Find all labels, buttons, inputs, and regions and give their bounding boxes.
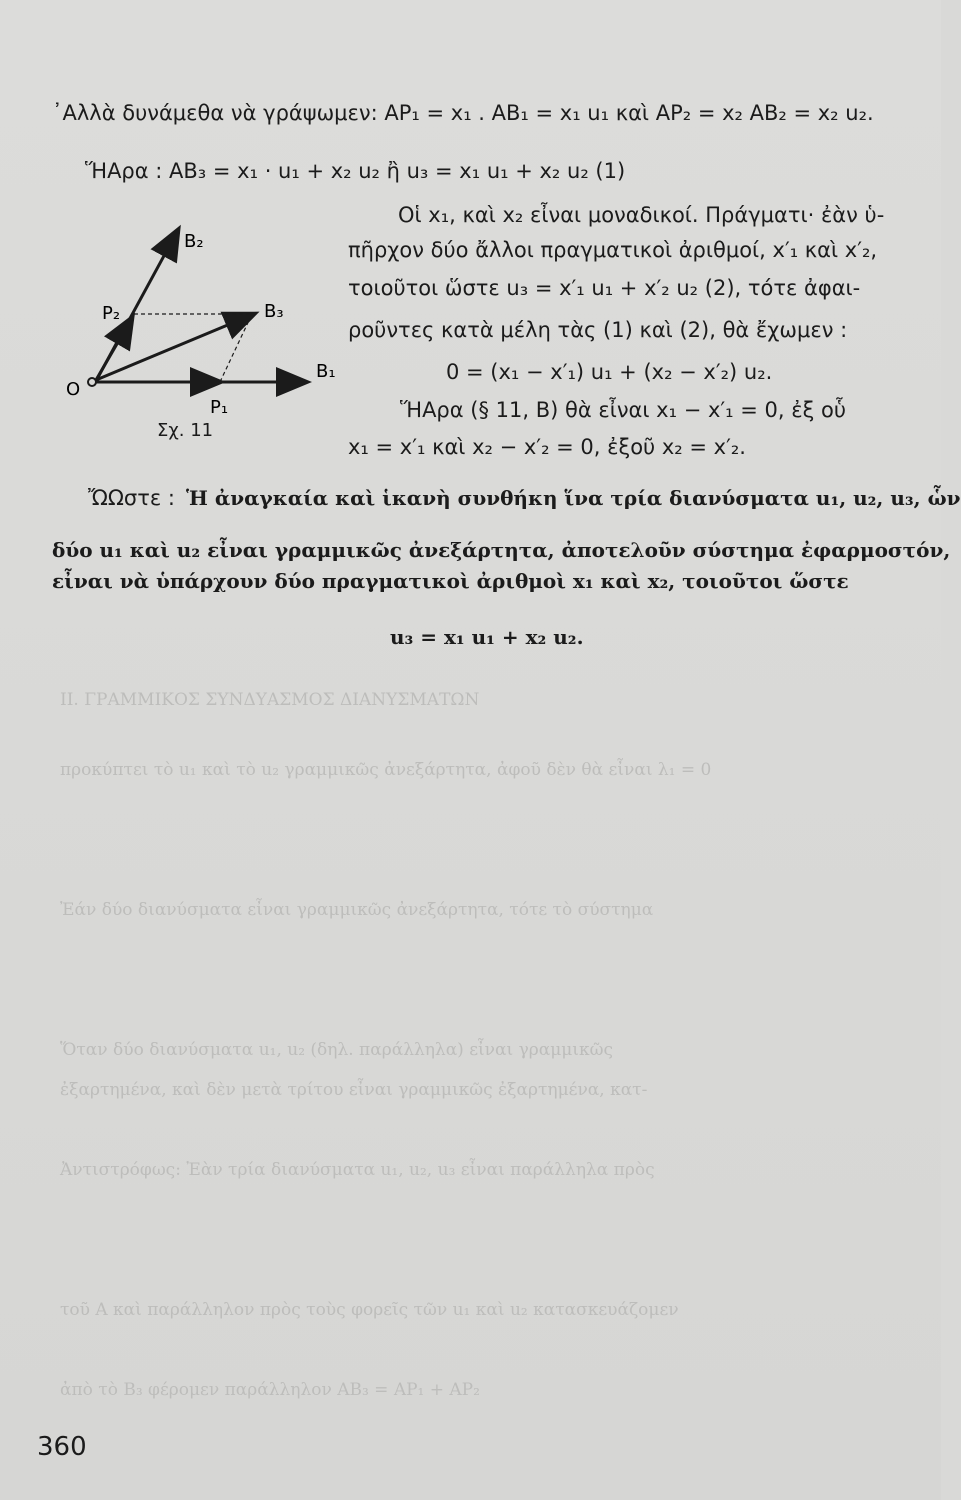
theorem-line-1: Ἡ ἀναγκαία καὶ ἱκανὴ συνθήκη ἵνα τρία διανύσματα u₁, u₂, u₃, ὧν — [186, 486, 961, 510]
page-number: 360 — [37, 1432, 87, 1462]
label-b2: B₂ — [184, 231, 204, 252]
theorem-line-3: εἶναι νὰ ὑπάρχουν δύο πραγματικοὶ ἀριθμοὶ x₁ καὶ x₂, τοιοῦτοι ὥστε — [52, 569, 849, 593]
text-line-7: 0 = (x₁ − x′₁) u₁ + (x₂ − x′₂) u₂. — [446, 360, 773, 384]
label-o: O — [66, 379, 81, 400]
figure-caption: Σχ. 11 — [157, 420, 214, 441]
label-b1: B₁ — [316, 361, 336, 382]
dashed-p1-b3 — [220, 314, 252, 382]
text-line-2: ἭΑρα : AB₃ = x₁ · u₁ + x₂ u₂ ἢ u₃ = x₁ u₁ + x₂ u₂ (1) — [85, 159, 626, 183]
text-line-1: ᾿Αλλὰ δυνάμεθα νὰ γράψωμεν: AP₁ = x₁ . AB₁ = x₁ u₁ καὶ AP₂ = x₂ AB₂ = x₂ u₂. — [52, 101, 874, 125]
vector-op2 — [96, 318, 132, 380]
text-line-6: ροῦντες κατὰ μέλη τὰς (1) καὶ (2), θὰ ἔχωμεν : — [348, 318, 848, 342]
book-page: ΙΙ. ΓΡΑΜΜΙΚΟΣ ΣΥΝΔΥΑΣΜΟΣ ΔΙΑΝΥΣΜΑΤΩΝ προκύπτει τὸ u₁ καὶ τὸ u₂ γραμμικῶς ἀνεξάρτητα, ἀφοῦ δὲν θὰ εἶναι λ₁ = 0 Ἐάν δύο διανύσματα εἶναι γραμμικῶς ἀνεξάρτητα, τότε τὸ σύστημα Ὅταν δύο διανύσματα u₁, u₂ (δηλ. παράλληλα) εἶναι γραμμικῶς ἐξαρτημένα, καὶ δὲν μετὰ τρίτου εἶναι γραμμικῶς ἐξαρτημένα, κατ- Ἀντιστρόφως: Ἐὰν τρία διανύσματα u₁, u₂, u₃ εἶναι παράλληλα πρὸς τοῦ Α καὶ παράλληλον πρὸς τοὺς φορεῖς τῶν u₁ καὶ u₂ κατασκευάζομεν ἀπὸ τὸ Β₃ φέρομεν παράλληλον ΑΒ₃ = ΑΡ₁ + ΑΡ₂ ᾿Αλλὰ δυνάμεθα νὰ γράψωμεν: AP₁ = x₁ . AB₁ = x₁ u₁ καὶ AP₂ = x₂ AB₂ = x₂ u₂. ἭΑρα : AB₃ = x₁ · u₁ + x₂ u₂ ἢ u₃ = x₁ u₁ + x₂ u₂ (1) Οἱ x₁, καὶ x₂ εἶναι μοναδικοί. Πράγματι· ἐὰν ὑ- πῆρχον δύο ἄλλοι πραγματικοὶ ἀριθμοί, x′₁ καὶ x′₂, τοιοῦτοι ὥστε u₃ = x′₁ u₁ + x′₂ u₂ (2), τότε ἀφαι- ροῦντες κατὰ μέλη τὰς (1) καὶ (2), θὰ ἔχωμεν : 0 = (x₁ − x′₁) u₁ + (x₂ − x′₂) u₂. ἭΑρα (§ 11, B) θὰ εἶναι x₁ − x′₁ = 0, ἐξ οὗ x₁ = x′₁ καὶ x₂ − x′₂ = 0, ἐξοῦ x₂ = x′₂. ὬΩστε : Ἡ ἀναγκαία καὶ ἱκανὴ συνθήκη ἵνα τρία διανύσματα u₁, u₂, u₃, ὧν δύο u₁ καὶ u₂ εἶναι γραμμικῶς ἀνεξάρτητα, ἀποτελοῦν σύστημα ἐφαρμοστόν, εἶναι νὰ ὑπάρχουν δύο πραγματικοὶ ἀριθμοὶ x₁ καὶ x₂, τοιοῦτοι ὥστε u₃ = x₁ u₁ + x₂ u₂. B₂ P₂ B₃ B₁ O P₁ Σχ. 11 360 — [0, 0, 941, 1500]
text-line-3: Οἱ x₁, καὶ x₂ εἶναι μοναδικοί. Πράγματι· ἐὰν ὑ- — [398, 203, 885, 227]
label-p2: P₂ — [102, 303, 121, 324]
text-line-5: τοιοῦτοι ὥστε u₃ = x′₁ u₁ + x′₂ u₂ (2), τότε ἀφαι- — [348, 276, 861, 300]
label-b3: B₃ — [264, 301, 284, 322]
text-line-10: ὬΩστε : — [88, 486, 175, 510]
label-p1: P₁ — [210, 397, 229, 418]
vector-diagram — [66, 215, 350, 425]
theorem-formula: u₃ = x₁ u₁ + x₂ u₂. — [390, 625, 584, 649]
text-line-8: ἭΑρα (§ 11, B) θὰ εἶναι x₁ − x′₁ = 0, ἐξ οὗ — [400, 398, 846, 422]
text-line-4: πῆρχον δύο ἄλλοι πραγματικοὶ ἀριθμοί, x′₁ καὶ x′₂, — [348, 238, 878, 262]
text-line-9: x₁ = x′₁ καὶ x₂ − x′₂ = 0, ἐξοῦ x₂ = x′₂. — [348, 435, 746, 459]
theorem-line-2: δύο u₁ καὶ u₂ εἶναι γραμμικῶς ἀνεξάρτητα, ἀποτελοῦν σύστημα ἐφαρμοστόν, — [52, 538, 951, 562]
